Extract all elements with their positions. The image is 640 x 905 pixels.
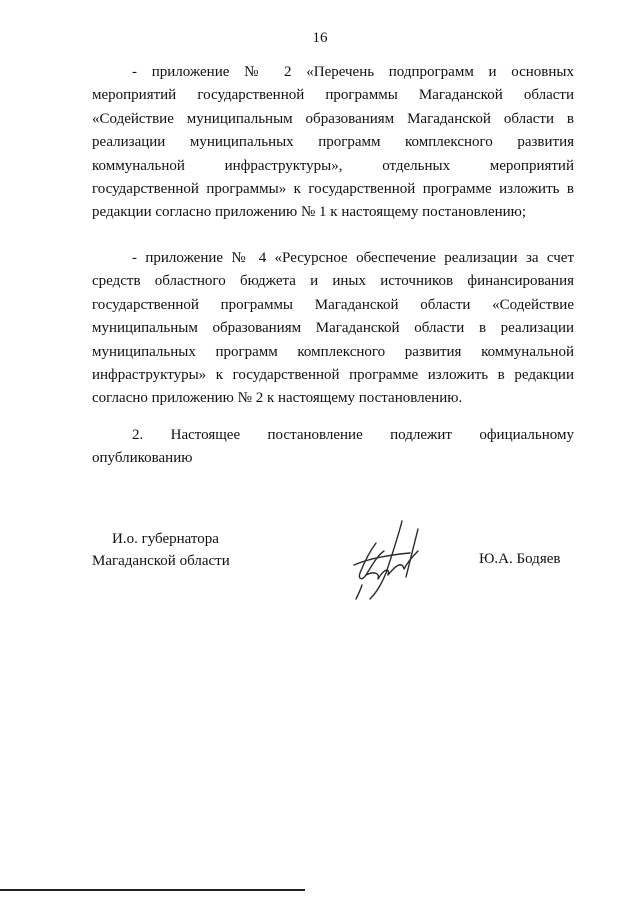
- paragraph-publication: 2. Настоящее постановление подлежит официальному опубликованию: [92, 427, 574, 467]
- signatory-position-line1: И.о. губернатора: [112, 531, 219, 547]
- paragraph-appendix-4: - приложение № 4 «Ресурсное обеспечение реализации за счет средств областного бюджета и иных источников финансирования государственной программы Магаданской области «Содействие муниципальным образованиям Магаданской области в реализации муниципальных программ комплексного развития коммунальной инфраструктуры» к государственной программе изложить в редакции согласно приложению № 2 к настоящему постановлению.: [92, 250, 574, 407]
- signatory-position-line2: Магаданской области: [92, 553, 230, 569]
- footer-rule: [0, 889, 305, 891]
- signatory-position: [92, 528, 230, 572]
- page-number: 16: [312, 30, 328, 46]
- signatory-name: Ю.А. Бодяев: [479, 551, 561, 567]
- handwritten-signature: [340, 515, 440, 605]
- paragraph-appendix-2: - приложение № 2 «Перечень подпрограмм и основных мероприятий государственной программы Магаданской области «Содействие муниципальным образованиям Магаданской области в реализации муниципальных программ комплексного развития коммунальной инфраструктуры», отдельных мероприятий государственной программы» к государственной программе изложить в редакции согласно приложению № 1 к настоящему постановлению;: [92, 64, 574, 221]
